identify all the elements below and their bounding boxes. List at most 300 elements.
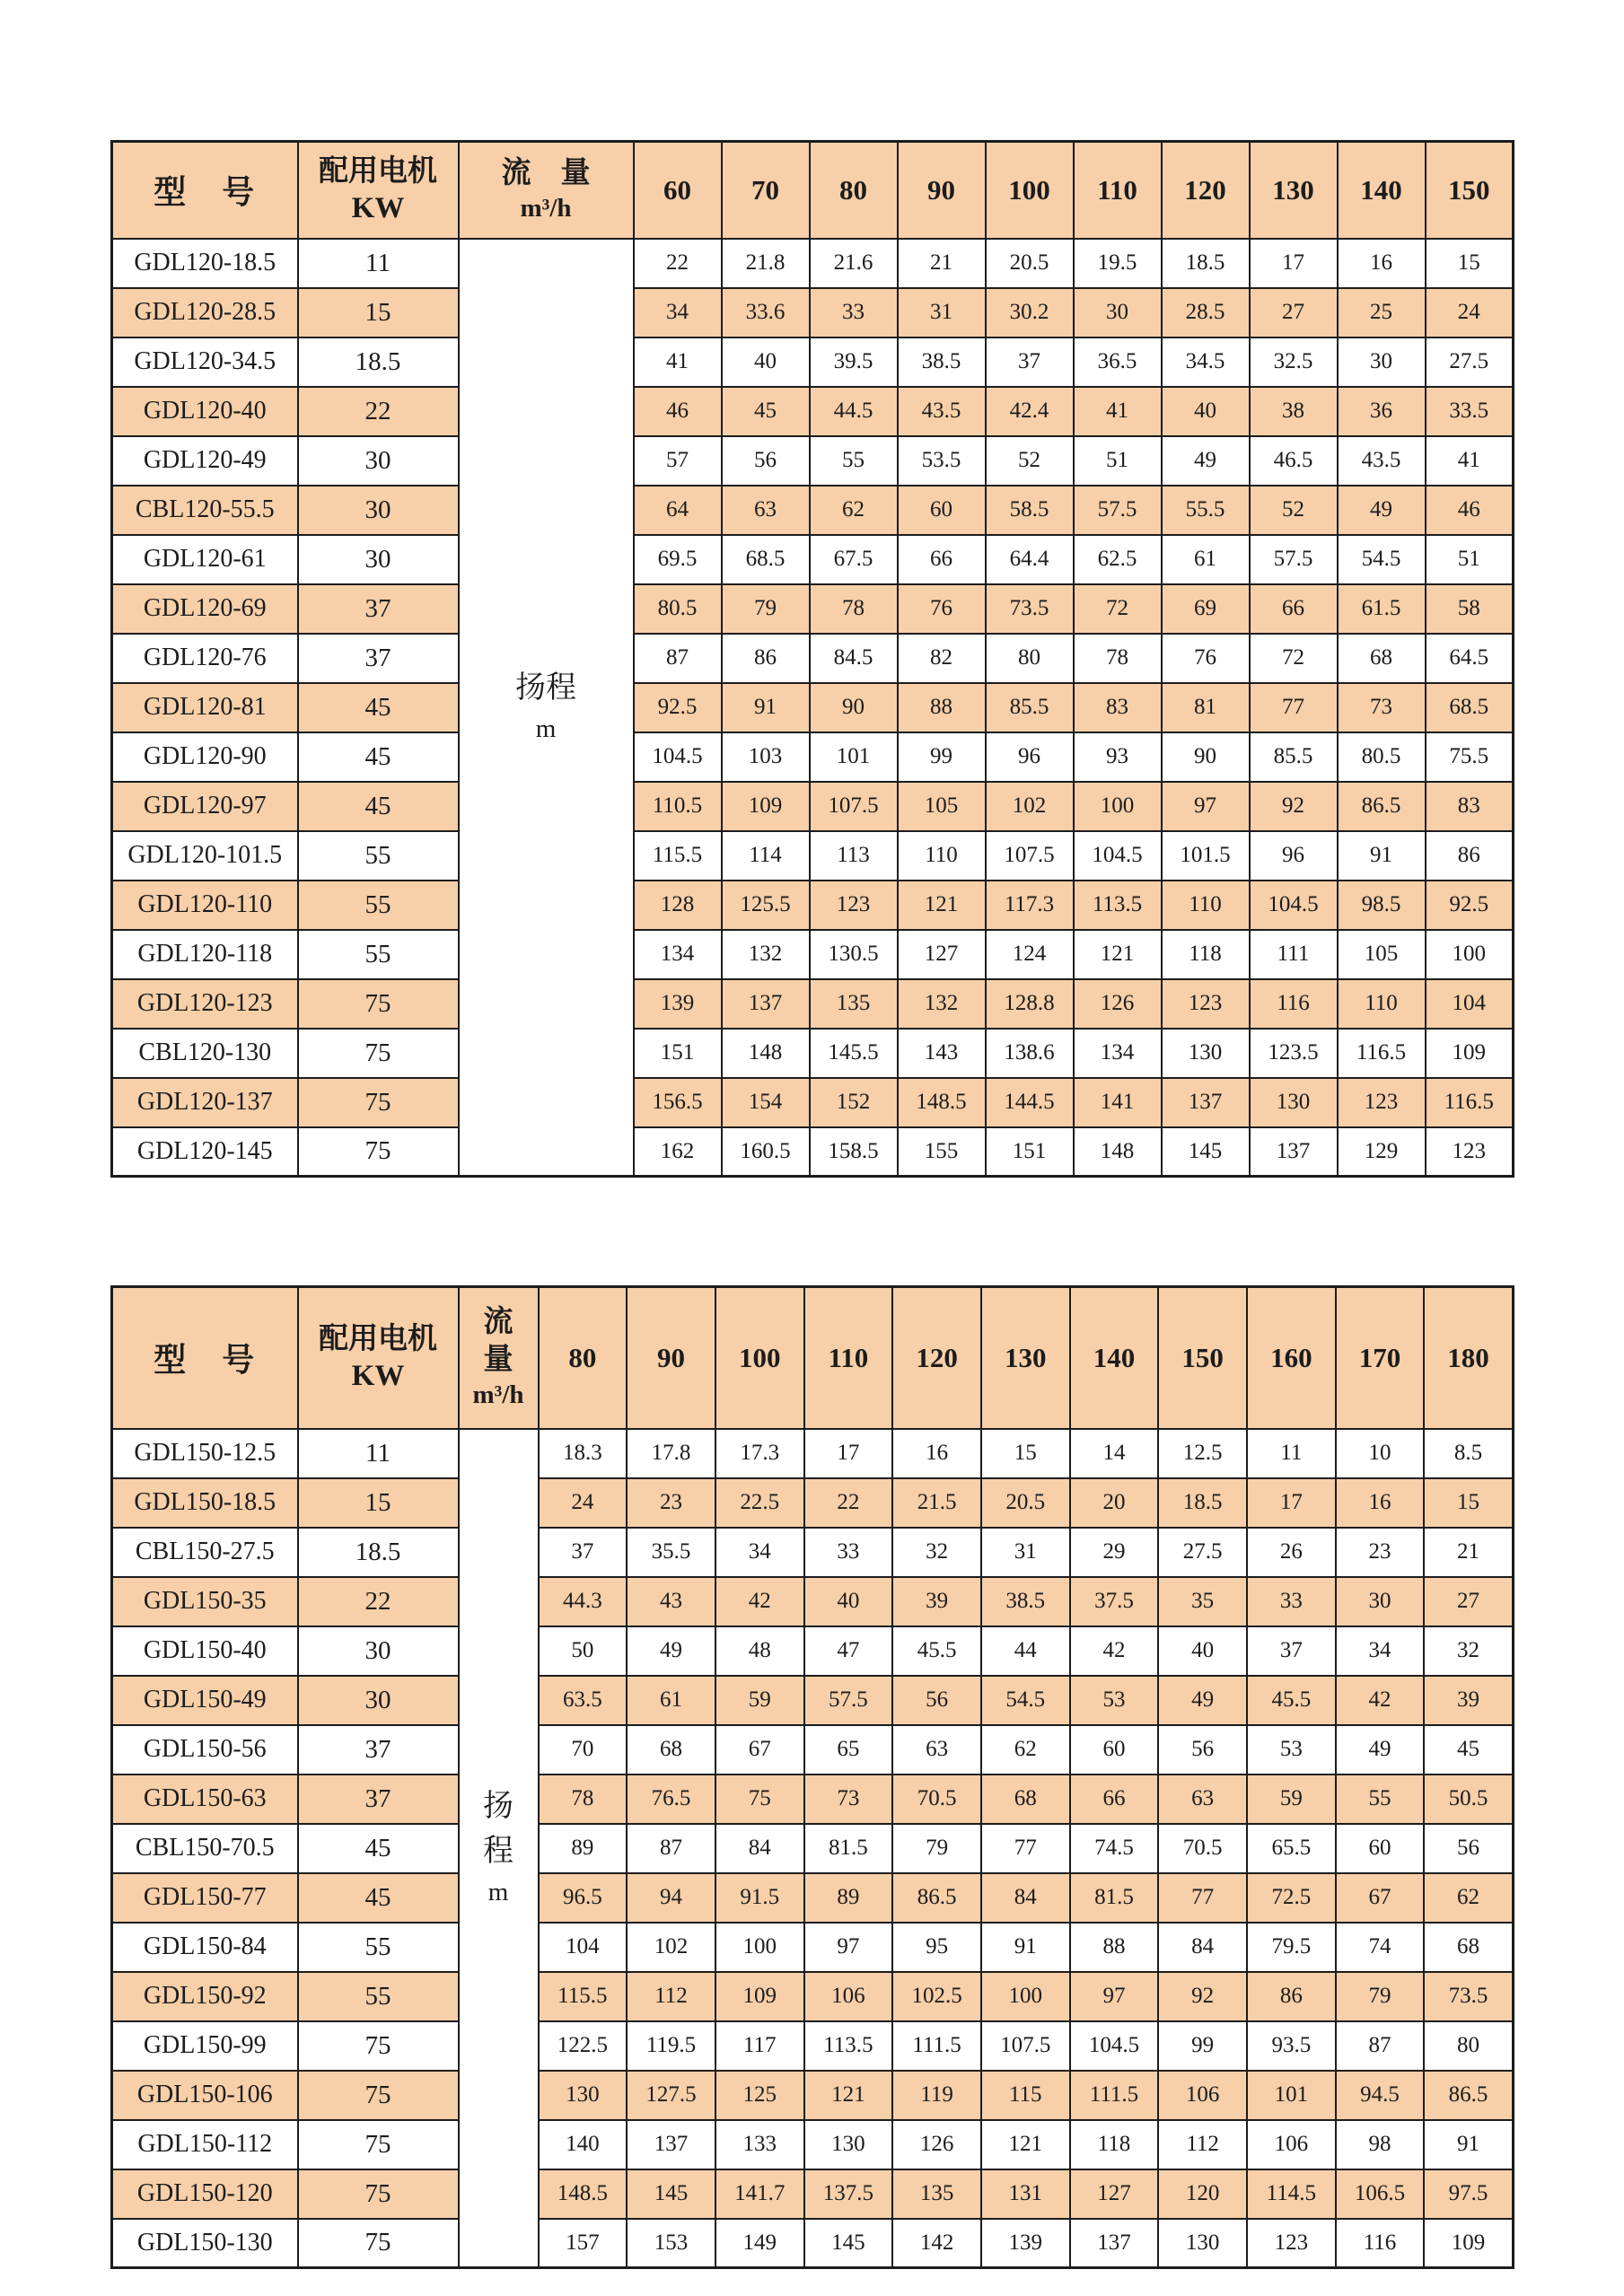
head-value-cell: 151 xyxy=(634,1029,722,1078)
head-value-cell: 145.5 xyxy=(810,1029,898,1078)
head-value-cell: 100 xyxy=(1074,782,1162,831)
head-value-cell: 148 xyxy=(722,1029,810,1078)
head-value-cell: 137 xyxy=(627,2120,715,2169)
head-value-cell: 15 xyxy=(1424,1478,1513,1528)
head-value-cell: 56 xyxy=(1158,1725,1247,1775)
head-value-cell: 53 xyxy=(1070,1676,1159,1725)
head-value-cell: 141.7 xyxy=(715,2169,804,2219)
flow-header-line: 流 xyxy=(483,1306,514,1339)
head-value-cell: 123 xyxy=(1247,2219,1336,2268)
head-value-cell: 109 xyxy=(715,1972,804,2021)
head-value-cell: 160.5 xyxy=(722,1127,810,1177)
head-value-cell: 35 xyxy=(1158,1577,1247,1626)
head-value-cell: 68.5 xyxy=(722,535,810,584)
head-value-cell: 80.5 xyxy=(634,584,722,634)
head-value-cell: 109 xyxy=(1426,1029,1514,1078)
head-value-cell: 50 xyxy=(539,1626,628,1676)
head-value-cell: 97 xyxy=(1162,782,1250,831)
motor-kw-cell: 75 xyxy=(298,1029,459,1078)
head-value-cell: 54.5 xyxy=(981,1676,1070,1725)
head-value-cell: 19.5 xyxy=(1074,239,1162,288)
flow-rate-90-header: 90 xyxy=(898,142,986,239)
head-value-cell: 21 xyxy=(898,239,986,288)
model-cell: GDL120-101.5 xyxy=(112,831,298,881)
motor-kw-cell: 55 xyxy=(298,1972,459,2021)
head-value-cell: 38.5 xyxy=(898,337,986,387)
head-value-cell: 68 xyxy=(981,1775,1070,1824)
head-value-cell: 68 xyxy=(627,1725,715,1775)
flow-rate-110-header: 110 xyxy=(804,1287,893,1429)
head-value-cell: 107.5 xyxy=(810,782,898,831)
head-value-cell: 130 xyxy=(539,2071,628,2120)
head-value-cell: 77 xyxy=(1250,683,1338,732)
head-value-cell: 145 xyxy=(1162,1127,1250,1177)
head-value-cell: 81.5 xyxy=(804,1824,893,1873)
pump-row-GDL150-84 xyxy=(112,1923,1514,1972)
head-value-cell: 148.5 xyxy=(539,2169,628,2219)
flow-rate-130-header: 130 xyxy=(1250,142,1338,239)
motor-kw-cell: 75 xyxy=(298,2169,459,2219)
head-value-cell: 103 xyxy=(722,732,810,782)
motor-kw-cell: 75 xyxy=(298,1078,459,1127)
model-column-header: 型 号 xyxy=(112,142,298,239)
head-value-cell: 132 xyxy=(722,930,810,979)
head-value-cell: 64.5 xyxy=(1426,634,1514,683)
head-value-cell: 84.5 xyxy=(810,634,898,683)
head-value-cell: 86.5 xyxy=(892,1873,981,1923)
head-value-cell: 104.5 xyxy=(1070,2021,1159,2071)
head-value-cell: 126 xyxy=(892,2120,981,2169)
head-value-cell: 32 xyxy=(1424,1626,1513,1676)
motor-kw-cell: 18.5 xyxy=(298,337,459,387)
head-value-cell: 106 xyxy=(804,1972,893,2021)
head-value-cell: 45 xyxy=(722,387,810,436)
head-value-cell: 90 xyxy=(810,683,898,732)
head-value-cell: 45.5 xyxy=(1247,1676,1336,1725)
head-value-cell: 32 xyxy=(892,1528,981,1577)
head-value-cell: 92.5 xyxy=(634,683,722,732)
head-value-cell: 100 xyxy=(715,1923,804,1972)
motor-kw-cell: 37 xyxy=(298,634,459,683)
head-value-cell: 134 xyxy=(634,930,722,979)
head-value-cell: 39.5 xyxy=(810,337,898,387)
head-value-cell: 83 xyxy=(1074,683,1162,732)
head-value-cell: 44.5 xyxy=(810,387,898,436)
model-column-header: 型 号 xyxy=(112,1287,298,1429)
pump-row-GDL150-40 xyxy=(112,1626,1514,1676)
head-value-cell: 154 xyxy=(722,1078,810,1127)
head-value-cell: 70.5 xyxy=(1158,1824,1247,1873)
head-value-cell: 64.4 xyxy=(986,535,1074,584)
model-cell: GDL120-28.5 xyxy=(112,288,298,337)
head-value-cell: 24 xyxy=(539,1478,628,1528)
model-cell: GDL150-77 xyxy=(112,1873,298,1923)
head-value-cell: 84 xyxy=(981,1873,1070,1923)
flow-rate-140-header: 140 xyxy=(1070,1287,1159,1429)
head-value-cell: 88 xyxy=(1070,1923,1159,1972)
head-value-cell: 23 xyxy=(627,1478,715,1528)
model-cell: GDL120-18.5 xyxy=(112,239,298,288)
model-cell: GDL150-112 xyxy=(112,2120,298,2169)
head-value-cell: 83 xyxy=(1426,782,1514,831)
motor-kw-cell: 37 xyxy=(298,584,459,634)
head-value-cell: 101 xyxy=(1247,2071,1336,2120)
head-value-cell: 33.6 xyxy=(722,288,810,337)
head-value-cell: 21.5 xyxy=(892,1478,981,1528)
head-value-cell: 40 xyxy=(1162,387,1250,436)
head-value-cell: 106 xyxy=(1247,2120,1336,2169)
head-value-cell: 125 xyxy=(715,2071,804,2120)
model-cell: GDL150-99 xyxy=(112,2021,298,2071)
head-value-cell: 79 xyxy=(1336,1972,1425,2021)
head-value-cell: 113.5 xyxy=(1074,881,1162,930)
head-value-cell: 12.5 xyxy=(1158,1429,1247,1478)
head-value-cell: 42 xyxy=(1070,1626,1159,1676)
motor-kw-cell: 55 xyxy=(298,1923,459,1972)
pump-row-CBL150-70.5 xyxy=(112,1824,1514,1873)
head-value-cell: 62 xyxy=(981,1725,1070,1775)
head-value-cell: 80.5 xyxy=(1338,732,1426,782)
head-value-cell: 66 xyxy=(898,535,986,584)
head-value-cell: 93 xyxy=(1074,732,1162,782)
head-value-cell: 119 xyxy=(892,2071,981,2120)
head-value-cell: 87 xyxy=(634,634,722,683)
motor-power-column-header xyxy=(298,142,459,239)
motor-kw-cell: 11 xyxy=(298,1429,459,1478)
head-value-cell: 32.5 xyxy=(1250,337,1338,387)
head-value-cell: 53 xyxy=(1247,1725,1336,1775)
head-value-cell: 110 xyxy=(1338,979,1426,1029)
head-value-cell: 157 xyxy=(539,2219,628,2268)
head-value-cell: 85.5 xyxy=(986,683,1074,732)
head-value-cell: 69 xyxy=(1162,584,1250,634)
head-value-cell: 76 xyxy=(898,584,986,634)
motor-power-column-header xyxy=(298,1287,459,1429)
head-value-cell: 132 xyxy=(898,979,986,1029)
head-value-cell: 130 xyxy=(1158,2219,1247,2268)
head-value-cell: 39 xyxy=(1424,1676,1513,1725)
pump-row-GDL120-118 xyxy=(112,930,1514,979)
head-value-cell: 90 xyxy=(1162,732,1250,782)
head-value-cell: 63 xyxy=(1158,1775,1247,1824)
head-value-cell: 148 xyxy=(1074,1127,1162,1177)
pump-row-GDL120-101.5 xyxy=(112,831,1514,881)
head-value-cell: 129 xyxy=(1338,1127,1426,1177)
model-cell: GDL120-61 xyxy=(112,535,298,584)
motor-kw-cell: 55 xyxy=(298,930,459,979)
flow-header-line: 量 xyxy=(483,1343,514,1376)
head-value-cell: 60 xyxy=(1336,1824,1425,1873)
flow-rate-90-header: 90 xyxy=(627,1287,715,1429)
head-value-cell: 15 xyxy=(981,1429,1070,1478)
head-value-cell: 62 xyxy=(810,486,898,535)
model-cell: GDL120-97 xyxy=(112,782,298,831)
head-value-cell: 30 xyxy=(1336,1577,1425,1626)
head-value-cell: 17 xyxy=(1247,1478,1336,1528)
head-value-cell: 57 xyxy=(634,436,722,486)
head-value-cell: 44.3 xyxy=(539,1577,628,1626)
head-value-cell: 56 xyxy=(1424,1824,1513,1873)
head-value-cell: 22.5 xyxy=(715,1478,804,1528)
motor-kw-cell: 18.5 xyxy=(298,1528,459,1577)
head-value-cell: 49 xyxy=(627,1626,715,1676)
head-value-cell: 97 xyxy=(1070,1972,1159,2021)
head-value-cell: 137 xyxy=(722,979,810,1029)
head-value-cell: 37.5 xyxy=(1070,1577,1159,1626)
motor-kw-cell: 37 xyxy=(298,1775,459,1824)
head-value-cell: 17 xyxy=(804,1429,893,1478)
head-value-cell: 64 xyxy=(634,486,722,535)
model-cell: GDL150-35 xyxy=(112,1577,298,1626)
head-value-cell: 116 xyxy=(1336,2219,1425,2268)
head-value-cell: 102 xyxy=(627,1923,715,1972)
head-value-cell: 130 xyxy=(1250,1078,1338,1127)
pump-row-GDL120-40 xyxy=(112,387,1514,436)
head-value-cell: 42.4 xyxy=(986,387,1074,436)
head-value-cell: 85.5 xyxy=(1250,732,1338,782)
head-value-cell: 92.5 xyxy=(1426,881,1514,930)
head-value-cell: 58 xyxy=(1426,584,1514,634)
head-value-cell: 137 xyxy=(1162,1078,1250,1127)
pump-row-GDL120-110 xyxy=(112,881,1514,930)
head-value-cell: 73.5 xyxy=(986,584,1074,634)
head-value-cell: 104.5 xyxy=(1250,881,1338,930)
head-value-cell: 130.5 xyxy=(810,930,898,979)
head-value-cell: 63.5 xyxy=(539,1676,628,1725)
head-value-cell: 101 xyxy=(810,732,898,782)
head-value-cell: 24 xyxy=(1426,288,1514,337)
head-value-cell: 143 xyxy=(898,1029,986,1078)
pump-row-GDL150-106 xyxy=(112,2071,1514,2120)
motor-header-line: KW xyxy=(351,191,405,224)
head-value-cell: 47 xyxy=(804,1626,893,1676)
pump-row-GDL120-90 xyxy=(112,732,1514,782)
pump-row-GDL150-120 xyxy=(112,2169,1514,2219)
head-value-cell: 67 xyxy=(715,1725,804,1775)
head-value-cell: 134 xyxy=(1074,1029,1162,1078)
pump-row-GDL150-99 xyxy=(112,2021,1514,2071)
head-value-cell: 20.5 xyxy=(986,239,1074,288)
head-value-cell: 66 xyxy=(1250,584,1338,634)
head-value-cell: 30 xyxy=(1338,337,1426,387)
pump-row-GDL150-49 xyxy=(112,1676,1514,1725)
gdl150-spec-table xyxy=(110,1285,1514,2269)
head-value-cell: 126 xyxy=(1074,979,1162,1029)
head-value-cell: 82 xyxy=(898,634,986,683)
head-value-cell: 91 xyxy=(1338,831,1426,881)
head-value-cell: 117.3 xyxy=(986,881,1074,930)
motor-kw-cell: 30 xyxy=(298,535,459,584)
head-value-cell: 60 xyxy=(898,486,986,535)
head-value-cell: 79 xyxy=(722,584,810,634)
head-value-cell: 114 xyxy=(722,831,810,881)
head-value-cell: 27 xyxy=(1250,288,1338,337)
head-value-cell: 113 xyxy=(810,831,898,881)
head-value-cell: 23 xyxy=(1336,1528,1425,1577)
head-value-cell: 59 xyxy=(1247,1775,1336,1824)
head-value-cell: 72 xyxy=(1074,584,1162,634)
head-value-cell: 156.5 xyxy=(634,1078,722,1127)
head-value-cell: 73 xyxy=(1338,683,1426,732)
gdl120-spec-table xyxy=(110,140,1514,1178)
head-merged-line: 扬 xyxy=(483,1790,514,1824)
head-value-cell: 46.5 xyxy=(1250,436,1338,486)
head-value-cell: 40 xyxy=(804,1577,893,1626)
head-value-cell: 102.5 xyxy=(892,1972,981,2021)
head-value-cell: 123 xyxy=(1162,979,1250,1029)
head-value-cell: 30.2 xyxy=(986,288,1074,337)
head-value-cell: 130 xyxy=(1162,1029,1250,1078)
head-value-cell: 79.5 xyxy=(1247,1923,1336,1972)
pump-row-GDL120-81 xyxy=(112,683,1514,732)
head-value-cell: 38 xyxy=(1250,387,1338,436)
head-value-cell: 53.5 xyxy=(898,436,986,486)
head-value-cell: 74 xyxy=(1336,1923,1425,1972)
model-cell: GDL150-106 xyxy=(112,2071,298,2120)
flow-rate-150-header: 150 xyxy=(1158,1287,1247,1429)
pump-row-GDL120-28.5 xyxy=(112,288,1514,337)
head-value-cell: 67 xyxy=(1336,1873,1425,1923)
head-value-cell: 130 xyxy=(804,2120,893,2169)
head-value-cell: 100 xyxy=(1426,930,1514,979)
head-value-cell: 139 xyxy=(634,979,722,1029)
head-value-cell: 65 xyxy=(804,1725,893,1775)
head-value-cell: 116 xyxy=(1250,979,1338,1029)
head-value-cell: 72.5 xyxy=(1247,1873,1336,1923)
head-value-cell: 55 xyxy=(1336,1775,1425,1824)
head-value-cell: 115 xyxy=(981,2071,1070,2120)
head-value-cell: 155 xyxy=(898,1127,986,1177)
motor-kw-cell: 37 xyxy=(298,1725,459,1775)
head-value-cell: 41 xyxy=(634,337,722,387)
model-cell: CBL120-130 xyxy=(112,1029,298,1078)
head-value-cell: 51 xyxy=(1426,535,1514,584)
head-value-cell: 135 xyxy=(810,979,898,1029)
head-value-cell: 34 xyxy=(634,288,722,337)
head-value-cell: 123 xyxy=(1338,1078,1426,1127)
model-cell: GDL150-84 xyxy=(112,1923,298,1972)
head-value-cell: 43.5 xyxy=(1338,436,1426,486)
head-value-cell: 89 xyxy=(539,1824,628,1873)
head-value-cell: 55.5 xyxy=(1162,486,1250,535)
head-value-cell: 56 xyxy=(722,436,810,486)
head-value-cell: 80 xyxy=(1424,2021,1513,2071)
motor-header-line: 配用电机 xyxy=(319,1322,437,1355)
head-value-cell: 25 xyxy=(1338,288,1426,337)
head-value-cell: 50.5 xyxy=(1424,1775,1513,1824)
head-value-cell: 34 xyxy=(1336,1626,1425,1676)
head-value-cell: 17 xyxy=(1250,239,1338,288)
motor-kw-cell: 15 xyxy=(298,288,459,337)
head-value-cell: 158.5 xyxy=(810,1127,898,1177)
head-value-cell: 128 xyxy=(634,881,722,930)
head-value-cell: 91.5 xyxy=(715,1873,804,1923)
motor-kw-cell: 55 xyxy=(298,831,459,881)
head-value-cell: 22 xyxy=(804,1478,893,1528)
pump-row-GDL120-76 xyxy=(112,634,1514,683)
head-value-cell: 113.5 xyxy=(804,2021,893,2071)
head-value-cell: 16 xyxy=(1336,1478,1425,1528)
head-value-cell: 20 xyxy=(1070,1478,1159,1528)
head-value-cell: 78 xyxy=(810,584,898,634)
head-value-cell: 49 xyxy=(1162,436,1250,486)
head-value-cell: 91 xyxy=(722,683,810,732)
pump-row-GDL120-49 xyxy=(112,436,1514,486)
head-value-cell: 62 xyxy=(1424,1873,1513,1923)
model-cell: GDL150-12.5 xyxy=(112,1429,298,1478)
head-value-cell: 21.6 xyxy=(810,239,898,288)
head-value-cell: 43 xyxy=(627,1577,715,1626)
flow-rate-160-header: 160 xyxy=(1247,1287,1336,1429)
head-value-cell: 151 xyxy=(986,1127,1074,1177)
pump-row-GDL150-56 xyxy=(112,1725,1514,1775)
motor-kw-cell: 22 xyxy=(298,1577,459,1626)
pump-row-GDL120-137 xyxy=(112,1078,1514,1127)
head-value-cell: 95 xyxy=(892,1923,981,1972)
flow-header-line: m³/h xyxy=(520,194,572,223)
head-value-cell: 94 xyxy=(627,1873,715,1923)
header-row xyxy=(112,142,1514,239)
head-value-cell: 92 xyxy=(1158,1972,1247,2021)
head-value-cell: 45.5 xyxy=(892,1626,981,1676)
pump-row-GDL150-92 xyxy=(112,1972,1514,2021)
motor-kw-cell: 75 xyxy=(298,2120,459,2169)
head-value-cell: 26 xyxy=(1247,1528,1336,1577)
head-value-cell: 140 xyxy=(539,2120,628,2169)
head-m-merged-cell xyxy=(459,1429,539,2268)
head-value-cell: 34.5 xyxy=(1162,337,1250,387)
head-value-cell: 97 xyxy=(804,1923,893,1972)
head-value-cell: 137 xyxy=(1250,1127,1338,1177)
head-value-cell: 61 xyxy=(627,1676,715,1725)
pump-row-GDL120-145 xyxy=(112,1127,1514,1177)
head-value-cell: 78 xyxy=(539,1775,628,1824)
head-value-cell: 57.5 xyxy=(1250,535,1338,584)
head-value-cell: 21.8 xyxy=(722,239,810,288)
head-value-cell: 84 xyxy=(715,1824,804,1873)
head-value-cell: 68 xyxy=(1424,1923,1513,1972)
head-value-cell: 49 xyxy=(1158,1676,1247,1725)
head-value-cell: 141 xyxy=(1074,1078,1162,1127)
head-value-cell: 104.5 xyxy=(1074,831,1162,881)
motor-kw-cell: 45 xyxy=(298,782,459,831)
flow-rate-130-header: 130 xyxy=(981,1287,1070,1429)
head-value-cell: 86.5 xyxy=(1424,2071,1513,2120)
head-value-cell: 110 xyxy=(898,831,986,881)
head-value-cell: 102 xyxy=(986,782,1074,831)
flow-rate-100-header: 100 xyxy=(715,1287,804,1429)
head-value-cell: 11 xyxy=(1247,1429,1336,1478)
motor-kw-cell: 22 xyxy=(298,387,459,436)
head-value-cell: 124 xyxy=(986,930,1074,979)
head-value-cell: 46 xyxy=(634,387,722,436)
head-value-cell: 127 xyxy=(1070,2169,1159,2219)
head-value-cell: 61 xyxy=(1162,535,1250,584)
model-cell: GDL120-40 xyxy=(112,387,298,436)
head-value-cell: 46 xyxy=(1426,486,1514,535)
head-m-merged-cell xyxy=(459,239,634,1177)
head-value-cell: 111.5 xyxy=(1070,2071,1159,2120)
flow-rate-150-header: 150 xyxy=(1426,142,1514,239)
head-value-cell: 36 xyxy=(1338,387,1426,436)
gdl150-table-body xyxy=(112,1429,1514,2268)
head-value-cell: 18.5 xyxy=(1162,239,1250,288)
gdl120-table-body xyxy=(112,239,1514,1177)
head-value-cell: 33 xyxy=(804,1528,893,1577)
head-value-cell: 91 xyxy=(981,1923,1070,1972)
head-value-cell: 73 xyxy=(804,1775,893,1824)
pump-row-GDL150-35 xyxy=(112,1577,1514,1626)
